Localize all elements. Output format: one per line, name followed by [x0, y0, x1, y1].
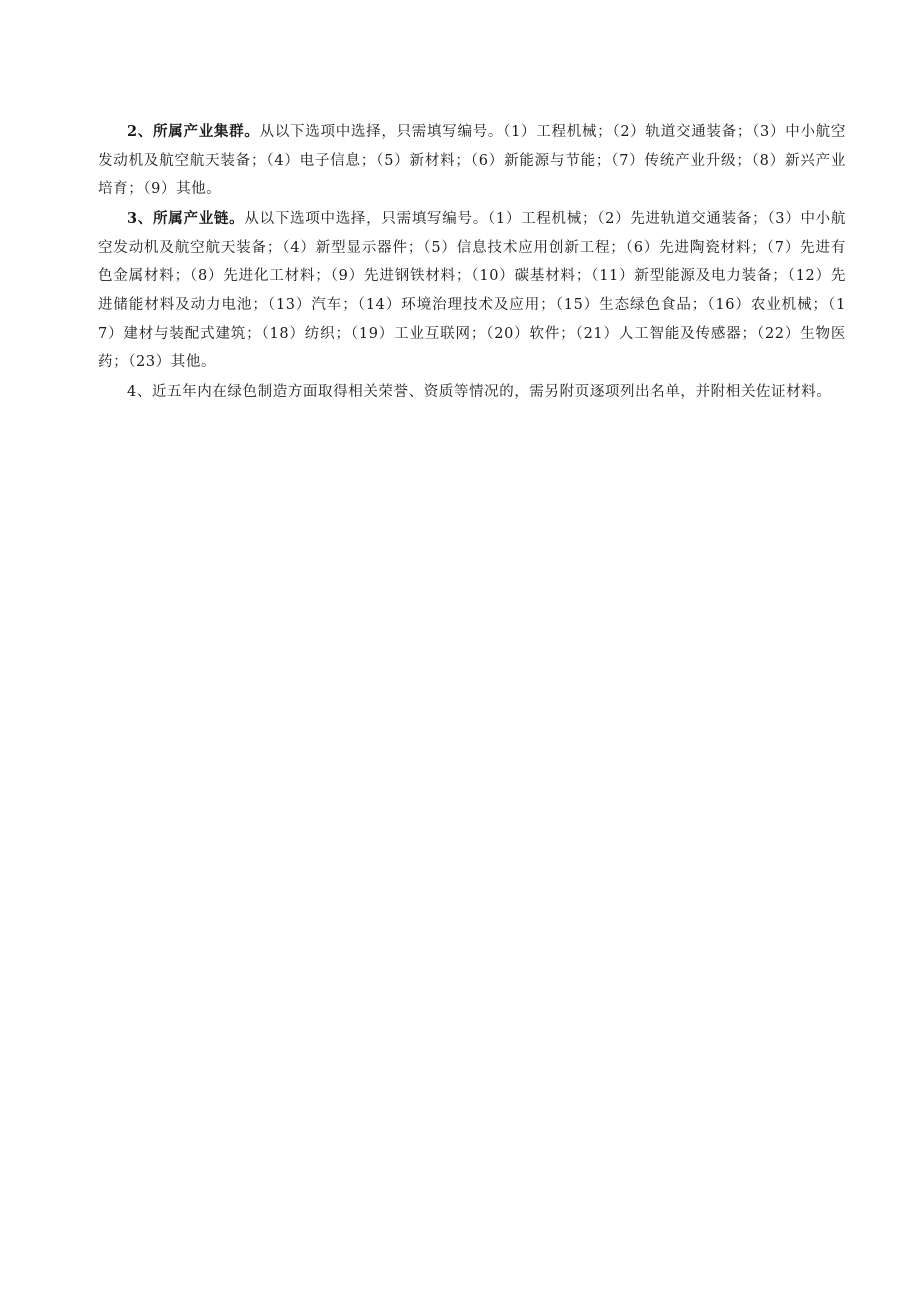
note-green-honors	[98, 378, 846, 407]
note-industry-cluster	[98, 118, 846, 204]
note-green-honors-text: 4、近五年内在绿色制造方面取得相关荣誉、资质等情况的，需另附页逐项列出名单，并附相关佐证材料。	[127, 384, 832, 401]
notes-section	[98, 118, 846, 408]
note-industry-chain-text: 从以下选项中选择，只需填写编号。（1）工程机械；（2）先进轨道交通装备；（3）中小航空发动机及航空航天装备；（4）新型显示器件；（5）信息技术应用创新工程；（6）先进陶瓷材料；（7）先进有色金属材料；（8）先进化工材料；（9）先进钢铁材料；（10）碳基材料；（11）新型能源及电力装备；（12）先进储能材料及动力电池；（13）汽车；（14）环境治理技术及应用；（15）生态绿色食品；（16）农业机械；（17）建材与装配式建筑；（18）纺织；（19）工业互联网；（20）软件；（21）人工智能及传感器；（22）生物医药；（23）其他。	[98, 211, 847, 371]
note-industry-chain-heading: 3、所属产业链。	[127, 210, 245, 228]
note-industry-chain	[98, 205, 846, 377]
note-industry-cluster-text: 从以下选项中选择，只需填写编号。（1）工程机械；（2）轨道交通装备；（3）中小航空发动机及航空航天装备；（4）电子信息；（5）新材料；（6）新能源与节能；（7）传统产业升级；（8）新兴产业培育；（9）其他。	[98, 124, 846, 198]
note-industry-cluster-heading: 2、所属产业集群。	[127, 123, 260, 140]
